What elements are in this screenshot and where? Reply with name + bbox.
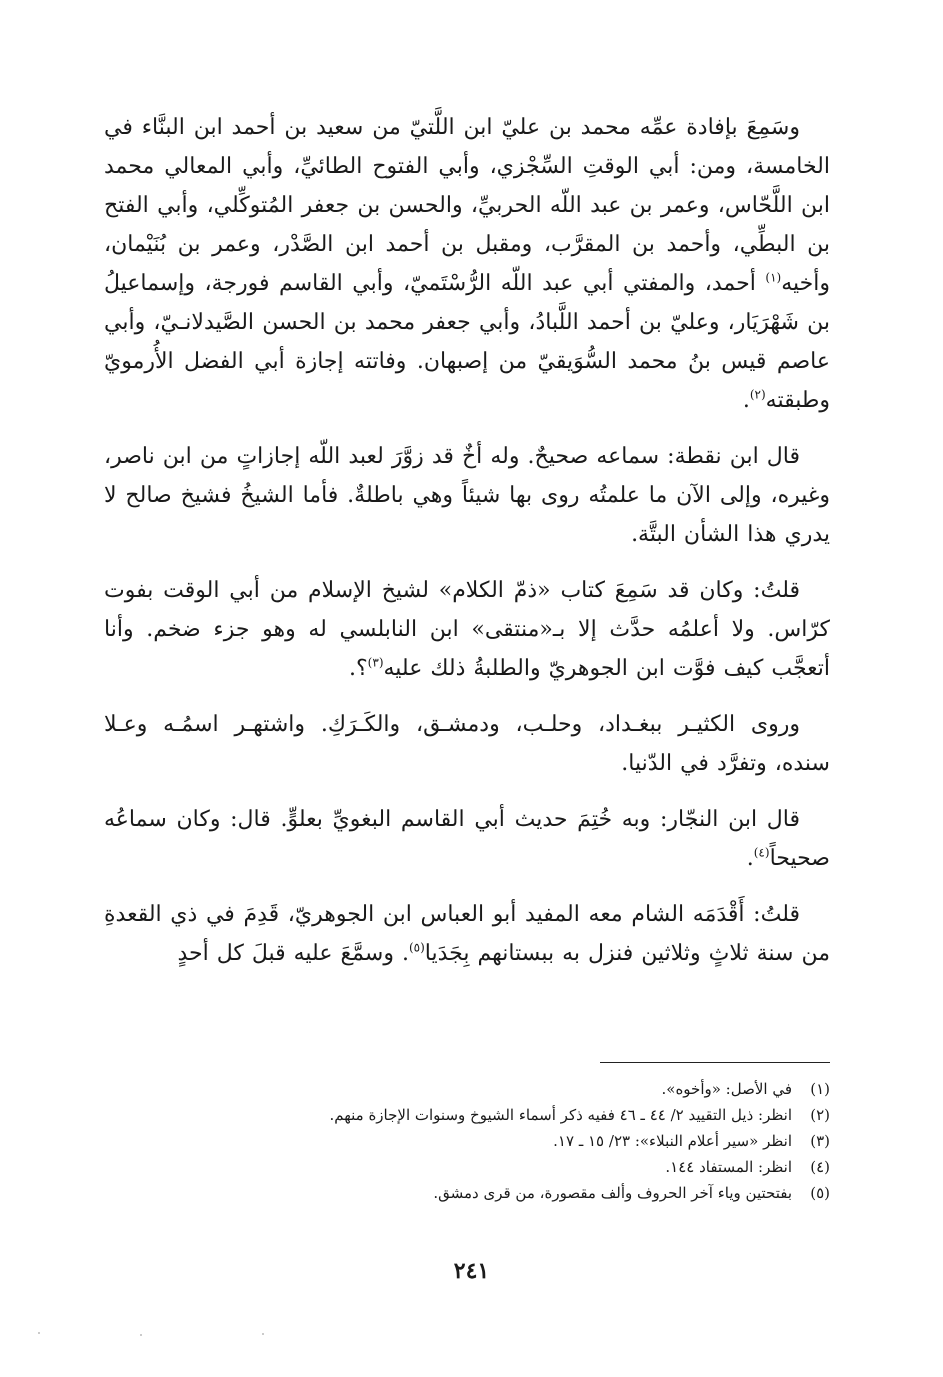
page-body	[104, 108, 831, 1202]
paragraph-text: قال ابن النجّار: وبه خُتِمَ حديث أبي القاسم البغويِّ بعلوٍّ. قال: وكان سماعُه صحيحاً	[104, 807, 830, 871]
footnote-4	[104, 1154, 830, 1180]
footnote-divider	[600, 1062, 830, 1063]
paragraph-text: . وسمَّعَ عليه قبلَ كل أحدٍ	[177, 941, 409, 966]
scan-speck	[140, 1334, 142, 1336]
main-text	[104, 108, 830, 973]
paragraph-text: وروى الكثيـر ببغـداد، وحلـب، ودمشـق، والكَـرَكِ. واشتهـر اسمُـه وعـلا سنده، وتفرَّد في الدّنيا.	[104, 712, 830, 776]
footnote-number: (٣)	[810, 1132, 830, 1150]
footnote-text: انظر: المستفاد ١٤٤.	[665, 1158, 792, 1176]
footnote-number: (٥)	[810, 1184, 830, 1202]
paragraph-5	[104, 800, 830, 878]
scan-specks	[30, 1330, 330, 1340]
footnote-ref-3: (٣)	[367, 655, 384, 670]
paragraph-text: ؟.	[349, 656, 368, 681]
footnote-ref-2: (٢)	[749, 387, 766, 402]
footnote-text: انظر «سير أعلام النبلاء»: ٢٣/ ١٥ ـ ١٧.	[553, 1132, 792, 1150]
footnote-text: انظر: ذيل التقييد ٢/ ٤٤ ـ ٤٦ ففيه ذكر أسماء الشيوخ وسنوات الإجازة منهم.	[329, 1106, 792, 1124]
scan-speck	[38, 1332, 40, 1334]
paragraph-1	[104, 108, 830, 420]
paragraph-text: .	[746, 846, 754, 871]
footnote-ref-4: (٤)	[753, 845, 770, 860]
footnote-number: (٢)	[810, 1106, 830, 1124]
paragraph-text: أحمد، والمفتي أبي عبد اللّه الرُّسْتَميّ، وأبي القاسم فورجة، وإسماعيلُ بن شَهْرَيَار، وعليّ بن أحمد اللَّبادُ، وأبي جعفر محمد بن الحسن الصَّيدلانـيّ، وأبي عاصم قيس بنُ محمد السُّوَيقيّ من إصبهان. وفاتته إجازة أبي الفضل الأُرمويّ وطبقته	[104, 271, 830, 413]
paragraph-3	[104, 571, 830, 688]
footnote-ref-1: (١)	[765, 270, 782, 285]
footnote-number: (٤)	[810, 1158, 830, 1176]
footnote-ref-5: (٥)	[408, 940, 425, 955]
paragraph-2	[104, 437, 830, 554]
footnote-5	[104, 1180, 830, 1206]
paragraph-text: قال ابن نقطة: سماعه صحيحٌ. وله أخٌ قد زوَّرَ لعبد اللّه إجازاتٍ من ابن ناصر، وغيره، وإلى الآن ما علمتُه روى بها شيئاً وهي باطلةٌ. فأما الشيخُ فشيخ صالح لا يدري هذا الشأن البتَّة.	[104, 444, 831, 547]
footnote-1	[104, 1076, 830, 1102]
paragraph-text: وسَمِعَ بإفادة عمِّه محمد بن عليّ ابن اللَّتيّ من سعيد بن أحمد ابن البنَّاء في الخامسة، ومن: أبي الوقتِ السِّجْزي، وأبي الفتوح الطائيِّ، وأبي المعالي محمد ابن اللَّحّاس، وعمر بن عبد اللّه الحربيِّ، والحسن بن جعفر المُتوكِّلي، وأبي الفتح بن البطِّي، وأحمد بن المقرَّب، ومقبل بن أحمد ابن الصَّدْر، وعمر بن بُنَيْمان، وأخيه	[104, 115, 830, 296]
footnote-2	[104, 1102, 830, 1128]
footnote-3	[104, 1128, 830, 1154]
footnote-text: في الأصل: «وأخوه».	[661, 1080, 792, 1098]
paragraph-text: قلتُ: أَقْدَمَه الشام معه المفيد أبو العباس ابن الجوهريّ، قَدِمَ في ذي القعدةِ من سنة ثلاثٍ وثلاثين فنزل به ببستانهم بِجَدَيا	[104, 902, 830, 966]
paragraph-6	[104, 895, 830, 973]
footnotes	[104, 1076, 830, 1206]
footnote-number: (١)	[810, 1080, 830, 1098]
footnote-text: بفتحتين وياء آخر الحروف وألف مقصورة، من قرى دمشق.	[433, 1184, 792, 1202]
paragraph-end: .	[742, 388, 750, 413]
page-number: ٢٤١	[453, 1258, 490, 1284]
paragraph-text: قلتُ: وكان قد سَمِعَ كتاب «ذمّ الكلام» لشيخ الإسلام من أبي الوقت بفوت كرّاس. ولا أعلمُه حدَّث إلا بـ«منتقى» ابن النابلسي له وهو جزء ضخم. وأنا أتعجَّب كيف فوَّت ابن الجوهريّ والطلبةُ ذلك عليه	[104, 578, 830, 681]
paragraph-4	[104, 705, 830, 783]
scan-speck	[262, 1333, 264, 1335]
